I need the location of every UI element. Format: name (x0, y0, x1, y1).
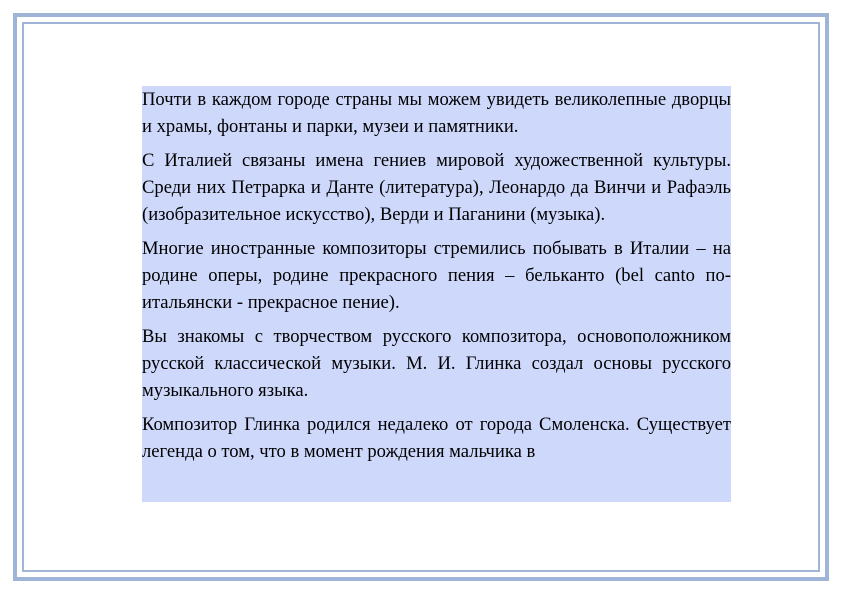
paragraph-glinka-intro: Вы знакомы с творчеством русского композитора, основоположником русской классической музыки. М. И. Глинка создал основы русского музыкального языка. (142, 326, 731, 401)
paragraph-foreign-composers: Многие иностранные композиторы стремились побывать в Италии – на родине оперы, родине прекрасного пения – бельканто (bel canto по-итальянски - прекрасное пение). (142, 238, 731, 313)
paragraph-glinka-birth: Композитор Глинка родился недалеко от города Смоленска. Существует легенда о том, что в момент рождения мальчика в (142, 414, 731, 462)
slide-text-block (142, 86, 731, 502)
paragraph-italy-geniuses: С Италией связаны имена гениев мировой художественной культуры. Среди них Петрарка и Данте (литература), Леонардо да Винчи и Рафаэль (изобразительное искусство), Верди и Паганини (музыка). (142, 150, 731, 225)
paragraph-italy-cities: Почти в каждом городе страны мы можем увидеть великолепные дворцы и храмы, фонтаны и парки, музеи и памятники. (142, 89, 731, 137)
